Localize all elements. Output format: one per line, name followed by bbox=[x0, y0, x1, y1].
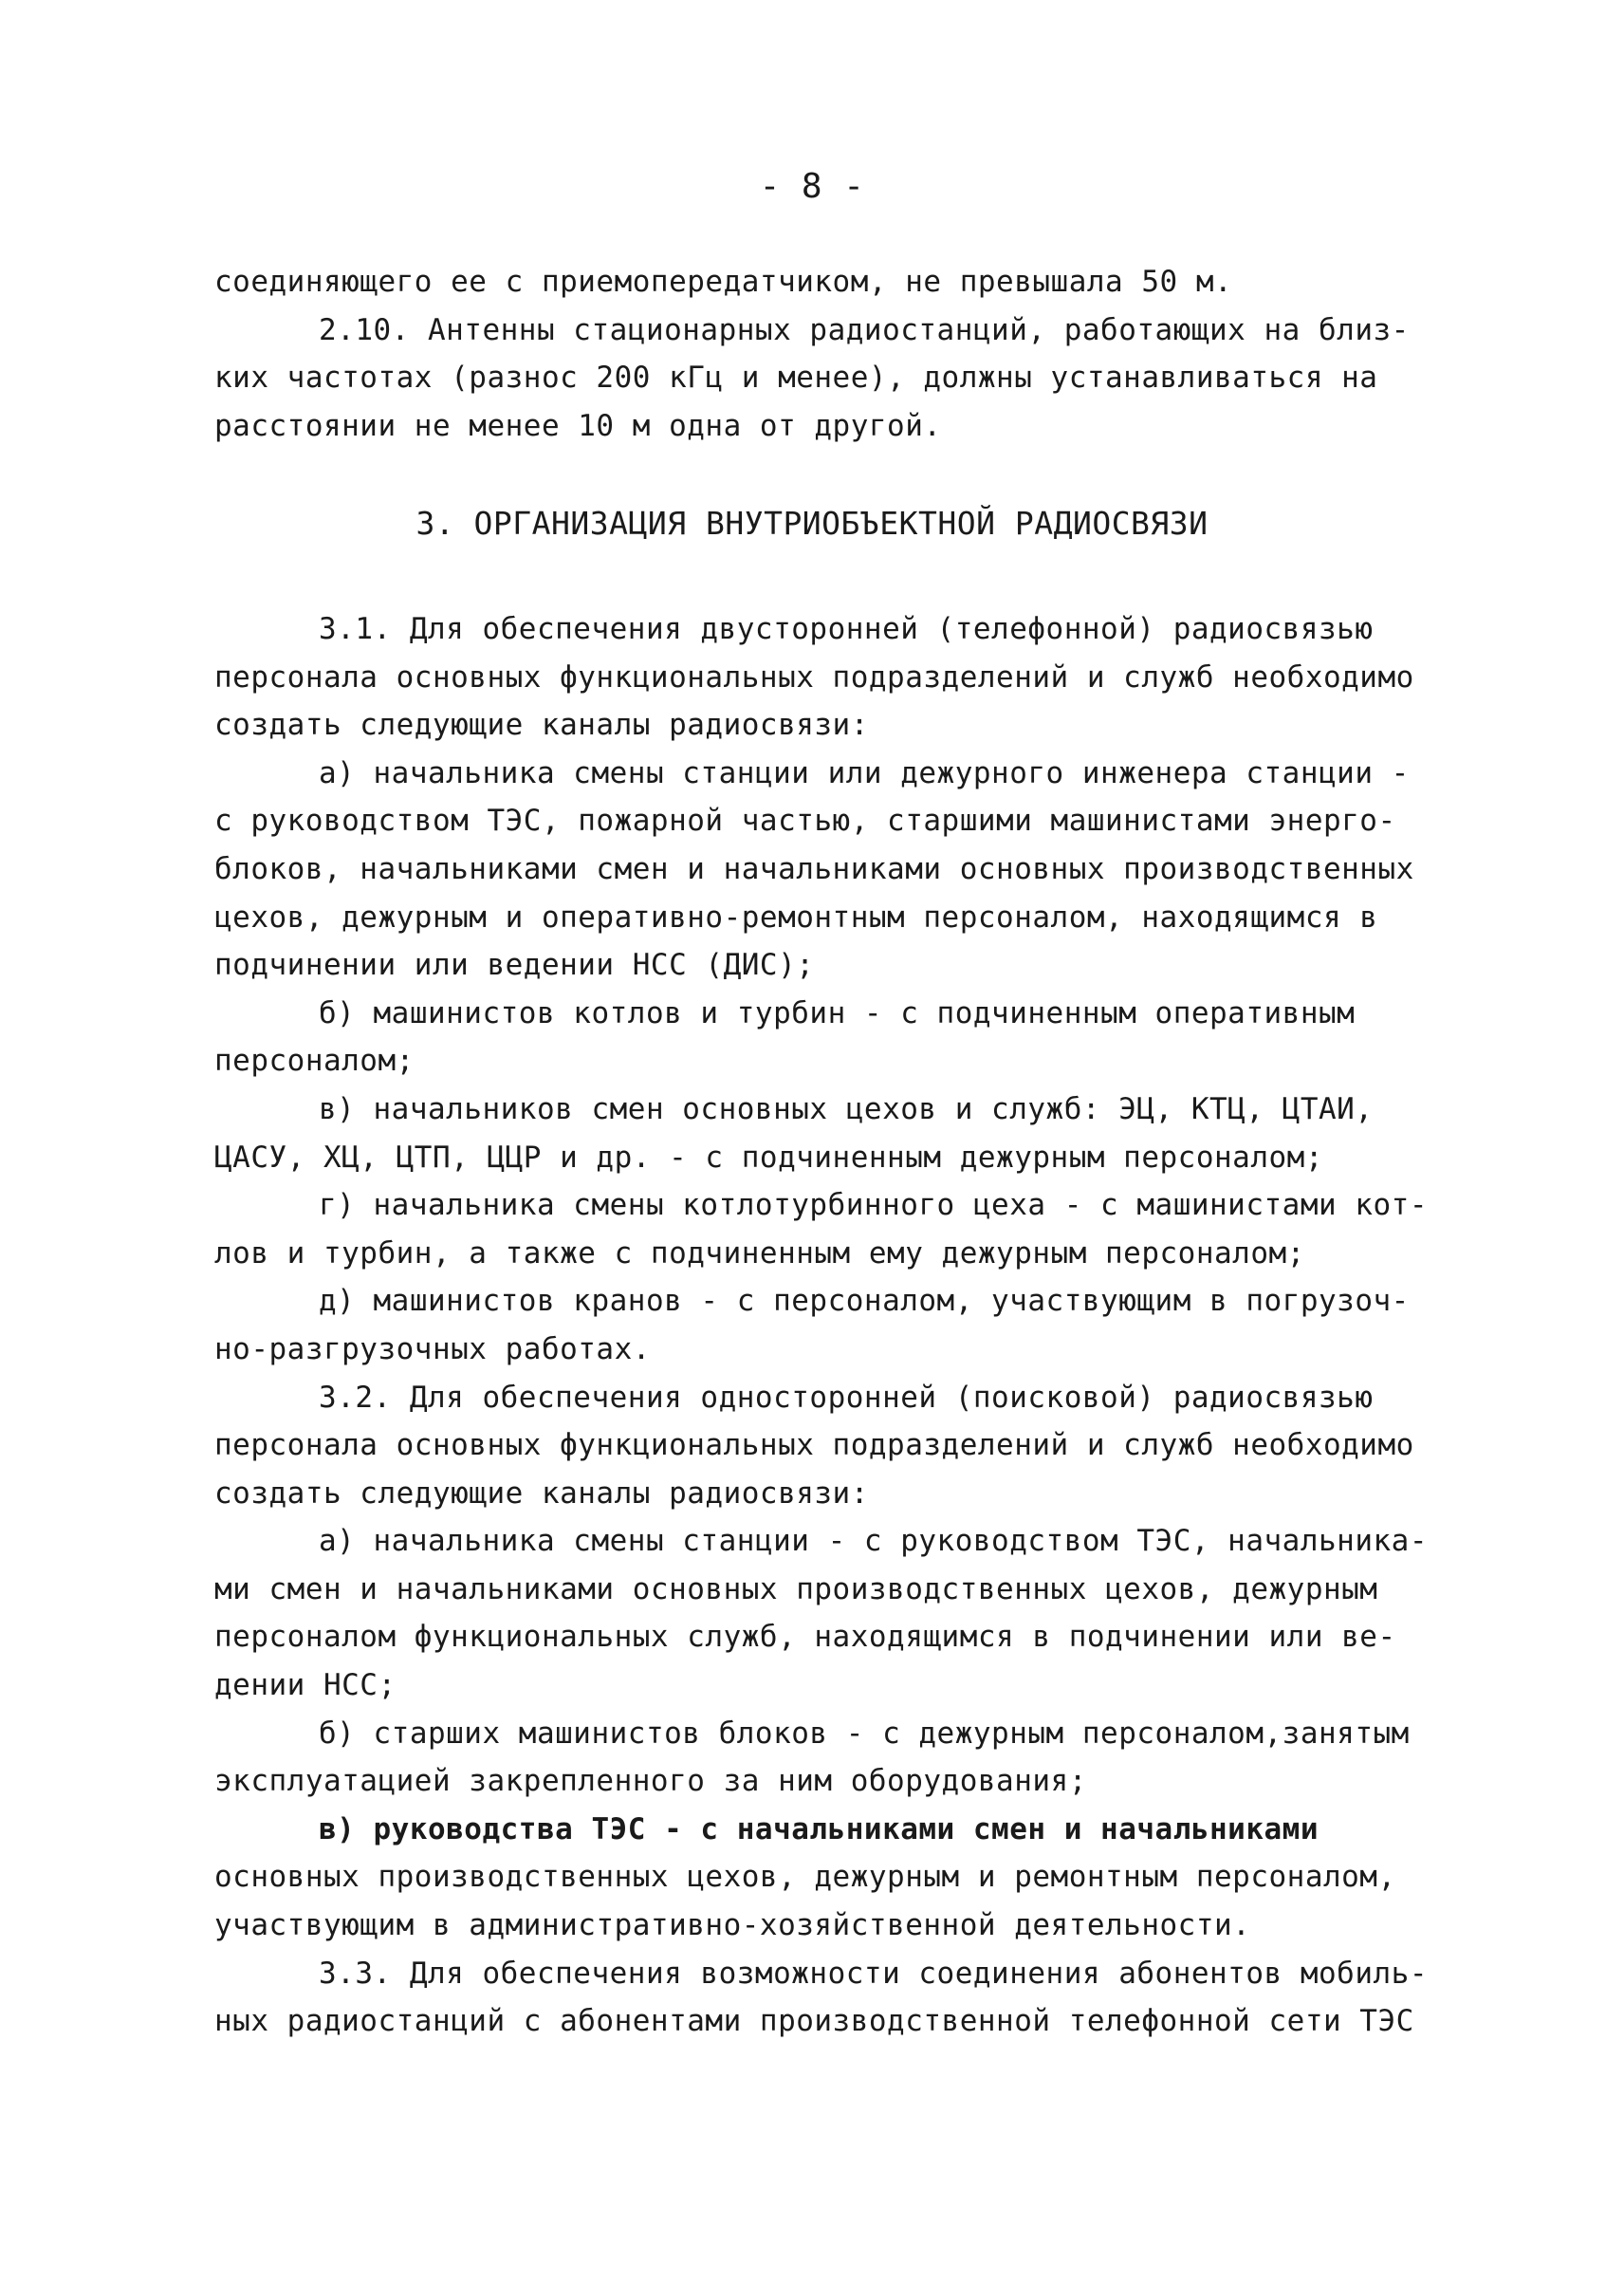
text-line: основных производственных цехов, дежурным и ремонтным персоналом, bbox=[214, 1860, 1396, 1895]
text-line: в) начальников смен основных цехов и служб: ЭЦ, КТЦ, ЦТАИ, bbox=[319, 1091, 1374, 1126]
text-line: 3.2. Для обеспечения односторонней (поисковой) радиосвязью bbox=[319, 1380, 1374, 1415]
text-line: в) руководства ТЭС - с начальниками смен и начальниками bbox=[319, 1811, 1319, 1846]
text-line: а) начальника смены станции или дежурного инженера станции - bbox=[319, 755, 1410, 790]
text-line: 2.10. Антенны стационарных радиостанций, работающих на близ- bbox=[319, 312, 1410, 347]
section-body bbox=[214, 605, 1514, 2046]
text-line: а) начальника смены станции - с руководством ТЭС, начальника- bbox=[319, 1524, 1428, 1559]
page-number: - 8 - bbox=[759, 167, 865, 206]
text-line: б) старших машинистов блоков - с дежурным персоналом,занятым bbox=[319, 1716, 1410, 1751]
text-line: 3.3. Для обеспечения возможности соединения абонентов мобиль- bbox=[319, 1956, 1428, 1991]
text-line: расстоянии не менее 10 м одна от другой. bbox=[214, 408, 942, 443]
section-heading: 3. ОРГАНИЗАЦИЯ ВНУТРИОБЪЕКТНОЙ РАДИОСВЯЗИ bbox=[415, 505, 1209, 542]
text-line: 3.1. Для обеспечения двусторонней (телефонной) радиосвязью bbox=[319, 612, 1374, 646]
text-line: ми смен и начальниками основных производственных цехов, дежурным bbox=[214, 1571, 1378, 1606]
text-line: создать следующие каналы радиосвязи: bbox=[214, 1475, 869, 1511]
text-line: лов и турбин, а также с подчиненным ему дежурным персоналом; bbox=[214, 1235, 1305, 1271]
text-line: с руководством ТЭС, пожарной частью, старшими машинистами энерго- bbox=[214, 804, 1396, 839]
text-line: персоналом; bbox=[214, 1044, 415, 1079]
text-line: ких частотах (разнос 200 кГц и менее), должны устанавливаться на bbox=[214, 361, 1378, 396]
text-line: г) начальника смены котлотурбинного цеха - с машинистами кот- bbox=[319, 1188, 1428, 1223]
text-line: но-разгрузочных работах. bbox=[214, 1331, 651, 1366]
text-line: участвующим в административно-хозяйственной деятельности. bbox=[214, 1908, 1251, 1943]
text-line: эксплуатацией закрепленного за ним оборудования; bbox=[214, 1764, 1087, 1799]
text-line: персонала основных функциональных подразделений и служб необходимо bbox=[214, 1428, 1414, 1463]
top-paragraphs bbox=[214, 258, 1514, 450]
text-line: персонала основных функциональных подразделений и служб необходимо bbox=[214, 659, 1414, 695]
text-line: блоков, начальниками смен и начальниками основных производственных bbox=[214, 851, 1414, 886]
text-line: ных радиостанций с абонентами производственной телефонной сети ТЭС bbox=[214, 2004, 1414, 2039]
text-line: д) машинистов кранов - с персоналом, участвующим в погрузоч- bbox=[319, 1284, 1410, 1319]
text-line: персоналом функциональных служб, находящимся в подчинении или ве- bbox=[214, 1620, 1396, 1655]
text-line: ЦАСУ, ХЦ, ЦТП, ЦЦР и др. - с подчиненным дежурным персоналом; bbox=[214, 1140, 1323, 1175]
text-line: соединяющего ее с приемопередатчиком, не превышала 50 м. bbox=[214, 265, 1233, 299]
text-line: дении НСС; bbox=[214, 1668, 397, 1703]
text-line: подчинении или ведении НСС (ДИС); bbox=[214, 948, 815, 983]
text-line: б) машинистов котлов и турбин - с подчиненным оперативным bbox=[319, 995, 1356, 1030]
text-line: создать следующие каналы радиосвязи: bbox=[214, 708, 869, 743]
text-line: цехов, дежурным и оперативно-ремонтным персоналом, находящимся в bbox=[214, 900, 1378, 935]
